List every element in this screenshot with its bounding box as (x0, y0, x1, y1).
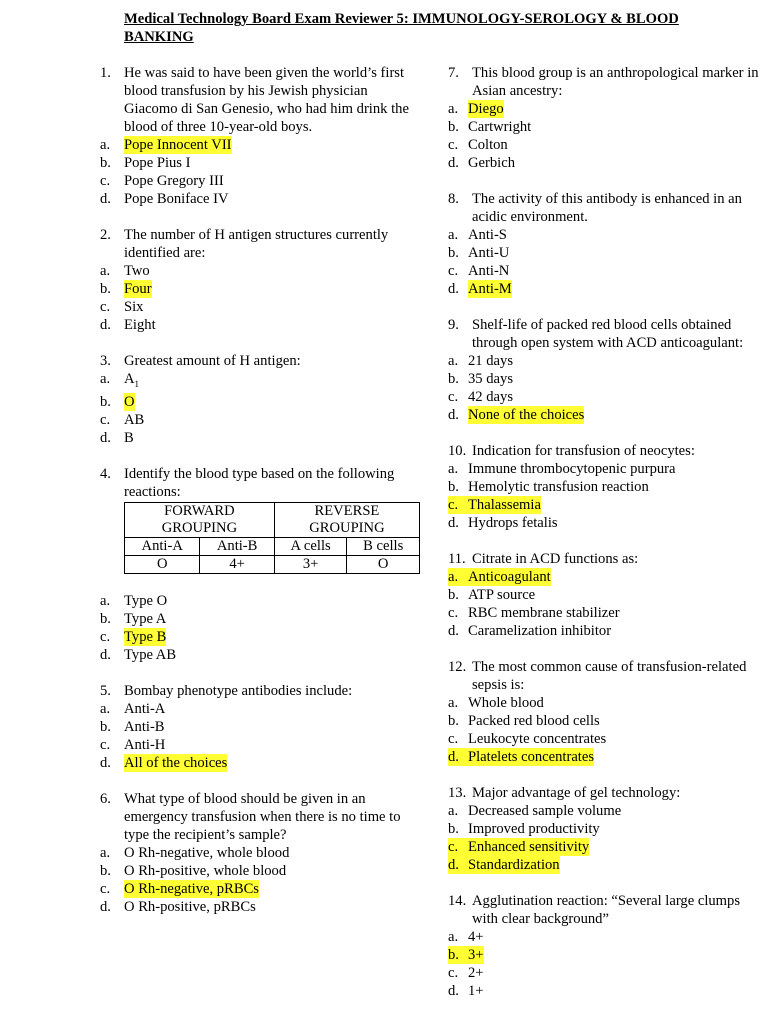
highlighted-answer: Four (124, 281, 152, 297)
question-text: What type of blood should be given in an emergency transfusion when there is no time to type the recipient’s sample? (124, 790, 401, 843)
question-number: 10. (448, 443, 467, 459)
answer-option (100, 411, 420, 429)
option-text: Anti-H (124, 736, 166, 753)
option-text: Pope Boniface IV (124, 191, 229, 207)
question-stem (100, 682, 420, 700)
option-text: Type AB (124, 646, 177, 663)
question-stem (100, 465, 420, 501)
option-text: Colton (468, 137, 508, 153)
option-letter: d. (448, 748, 468, 766)
option-letter: c. (448, 731, 459, 747)
option-text: Packed red blood cells (468, 713, 600, 729)
answer-option (448, 622, 760, 640)
highlighted-answer: None of the choices (468, 407, 585, 423)
answer-option (448, 928, 760, 946)
highlighted-answer: Thalassemia (468, 497, 541, 513)
option-letter: a. (448, 101, 459, 117)
option-text: Anti-N (468, 263, 510, 279)
answer-option (100, 736, 420, 754)
option-letter: b. (448, 821, 459, 837)
answer-option (448, 226, 760, 244)
question-number: 4. (100, 465, 111, 482)
option-letter: b. (100, 610, 111, 627)
option-letter: b. (100, 281, 111, 297)
question-stem (448, 892, 760, 928)
answer-option (448, 262, 760, 280)
question-number: 1. (100, 65, 111, 81)
answer-option (100, 429, 420, 447)
answer-option (448, 154, 760, 172)
option-letter: b. (100, 155, 111, 171)
option-letter: c. (100, 880, 111, 897)
option-letter: b. (100, 718, 111, 735)
option-letter: c. (448, 838, 468, 856)
option-letter: a. (100, 844, 111, 861)
option-text: 21 days (468, 353, 513, 369)
question-stem (100, 226, 420, 262)
question-stem (448, 442, 760, 460)
answer-option (448, 946, 760, 964)
answer-option (448, 568, 760, 586)
option-letter: d. (448, 983, 459, 999)
option-letter: a. (448, 227, 459, 243)
answer-option (448, 730, 760, 748)
answer-option (448, 514, 760, 532)
question-stem (448, 658, 760, 694)
highlighted-answer: Anti-M (468, 281, 512, 297)
answer-option (448, 244, 760, 262)
option-text: 35 days (468, 371, 513, 387)
option-text: ATP source (468, 587, 536, 603)
option-text: $A_1$ (124, 371, 140, 389)
table-header-cell: Anti-B (200, 537, 274, 555)
option-letter: a. (100, 371, 111, 387)
option-text: Eight (124, 317, 156, 333)
option-letter: a. (448, 353, 459, 369)
option-letter: a. (448, 568, 468, 586)
option-text: O Rh-positive, whole blood (124, 862, 287, 879)
option-text: 4+ (468, 929, 484, 945)
option-text: Pope Gregory III (124, 173, 224, 189)
question-5 (100, 682, 420, 772)
option-text: Immune thrombocytopenic purpura (468, 461, 676, 477)
option-text: Improved productivity (468, 821, 600, 837)
question-number: 9. (448, 317, 459, 333)
answer-option (100, 754, 420, 772)
option-letter: a. (448, 929, 459, 945)
answer-option (100, 393, 420, 411)
question-text: Agglutination reaction: “Several large clumps with clear background” (472, 893, 741, 927)
answer-option (100, 610, 420, 628)
answer-option (100, 844, 420, 862)
option-letter: b. (448, 479, 459, 495)
table-value-cell: 3+ (274, 555, 347, 573)
highlighted-answer: Diego (468, 101, 504, 117)
option-letter: c. (448, 605, 459, 621)
question-text: The most common cause of transfusion-related sepsis is: (472, 659, 747, 693)
option-letter: a. (100, 592, 111, 609)
question-number: 12. (448, 659, 467, 675)
question-stem (448, 64, 760, 100)
answer-option (448, 100, 760, 118)
highlighted-answer: O (124, 393, 135, 410)
answer-option (100, 190, 420, 208)
option-text: 42 days (468, 389, 513, 405)
answer-option (448, 604, 760, 622)
answer-option (448, 136, 760, 154)
option-letter: a. (448, 461, 459, 477)
question-number: 7. (448, 65, 459, 81)
answer-option (448, 370, 760, 388)
option-letter: c. (448, 263, 459, 279)
option-text: Anti-B (124, 718, 165, 735)
answer-option (100, 880, 420, 898)
question-2 (100, 226, 420, 334)
question-number: 3. (100, 353, 111, 369)
option-text: Hydrops fetalis (468, 515, 558, 531)
option-text: Pope Pius I (124, 155, 191, 171)
option-letter: c. (448, 965, 459, 981)
question-text: The activity of this antibody is enhanced in an acidic environment. (472, 191, 742, 225)
question-text: Greatest amount of H antigen: (124, 353, 301, 369)
answer-option (100, 136, 420, 154)
question-6 (100, 790, 420, 916)
option-letter: d. (448, 515, 459, 531)
forward-grouping-header: FORWARD GROUPING (125, 502, 275, 537)
question-number: 2. (100, 227, 111, 243)
option-letter: b. (448, 371, 459, 387)
grouping-table (124, 502, 420, 574)
answer-option (448, 802, 760, 820)
option-text: 1+ (468, 983, 484, 999)
question-text: The number of H antigen structures currently identified are: (124, 227, 389, 261)
table-value-cell: 4+ (200, 555, 274, 573)
option-text: Gerbich (468, 155, 516, 171)
highlighted-answer: Pope Innocent VII (124, 137, 232, 153)
question-14 (448, 892, 760, 1000)
answer-option (448, 982, 760, 1000)
answer-option (448, 280, 760, 298)
answer-option (100, 700, 420, 718)
question-number: 13. (448, 785, 467, 801)
option-letter: d. (100, 317, 111, 333)
question-stem (448, 190, 760, 226)
table-value-cell: O (347, 555, 420, 573)
answer-option (100, 154, 420, 172)
question-13 (448, 784, 760, 874)
question-8 (448, 190, 760, 298)
option-text: Six (124, 299, 144, 315)
option-letter: d. (448, 623, 459, 639)
answer-option (448, 820, 760, 838)
table-header-cell: A cells (274, 537, 347, 555)
question-11 (448, 550, 760, 640)
answer-option (100, 172, 420, 190)
answer-option (448, 406, 760, 424)
answer-option (448, 964, 760, 982)
answer-option (448, 586, 760, 604)
option-letter: d. (448, 856, 468, 874)
highlighted-answer: 3+ (468, 947, 484, 963)
question-text: This blood group is an anthropological marker in Asian ancestry: (472, 65, 759, 99)
answer-option (448, 496, 760, 514)
option-letter: a. (100, 137, 111, 153)
answer-option (448, 694, 760, 712)
option-letter: d. (448, 281, 459, 297)
option-text: Hemolytic transfusion reaction (468, 479, 649, 495)
option-letter: a. (100, 700, 111, 717)
question-stem (100, 790, 420, 844)
question-stem (448, 550, 760, 568)
question-text: He was said to have been given the world’s first blood transfusion by his Jewish physician Giacomo di San Genesio, who had him drink the blood of three 10-year-old boys. (124, 65, 409, 135)
question-9 (448, 316, 760, 424)
answer-option (100, 898, 420, 916)
question-3 (100, 352, 420, 447)
option-letter: c. (448, 137, 459, 153)
answer-option (448, 118, 760, 136)
option-letter: a. (448, 803, 459, 819)
highlighted-answer: Anticoagulant (468, 569, 551, 585)
option-text: Whole blood (468, 695, 544, 711)
option-letter: d. (100, 646, 111, 663)
question-text: Identify the blood type based on the following reactions: (124, 465, 395, 500)
option-letter: d. (448, 155, 459, 171)
option-letter: d. (100, 429, 111, 446)
option-text: AB (124, 411, 145, 428)
option-letter: b. (448, 946, 468, 964)
option-text: O Rh-negative, whole blood (124, 844, 290, 861)
option-letter: d. (100, 754, 111, 771)
option-letter: b. (100, 393, 111, 410)
option-text: O Rh-positive, pRBCs (124, 898, 256, 915)
highlighted-answer: All of the choices (124, 754, 228, 771)
option-text: Leukocyte concentrates (468, 731, 607, 747)
option-text: Anti-U (468, 245, 510, 261)
answer-option (448, 478, 760, 496)
option-letter: b. (100, 862, 111, 879)
answer-option (448, 838, 760, 856)
option-letter: c. (448, 496, 468, 514)
option-letter: c. (100, 299, 111, 315)
option-letter: b. (448, 245, 459, 261)
question-number: 6. (100, 790, 111, 807)
option-text: Anti-S (468, 227, 507, 243)
table-header-cell: B cells (347, 537, 420, 555)
question-1 (100, 64, 420, 208)
question-12 (448, 658, 760, 766)
option-letter: c. (100, 628, 111, 645)
answer-option (448, 856, 760, 874)
answer-option (100, 718, 420, 736)
question-7 (448, 64, 760, 172)
question-4 (100, 465, 420, 664)
option-letter: d. (100, 191, 111, 207)
option-letter: c. (100, 736, 111, 753)
answer-option (100, 862, 420, 880)
answer-option (448, 460, 760, 478)
answer-option (448, 712, 760, 730)
answer-option (448, 352, 760, 370)
question-text: Major advantage of gel technology: (472, 785, 681, 801)
document-title: Medical Technology Board Exam Reviewer 5: IMMUNOLOGY-SEROLOGY & BLOOD BANKING (124, 11, 679, 45)
question-text: Citrate in ACD functions as: (472, 551, 639, 567)
option-letter: b. (448, 587, 459, 603)
question-number: 8. (448, 191, 459, 207)
option-letter: b. (448, 713, 459, 729)
answer-option (100, 628, 420, 646)
option-letter: c. (100, 411, 111, 428)
option-text: Caramelization inhibitor (468, 623, 612, 639)
question-text: Shelf-life of packed red blood cells obtained through open system with ACD anticoagulant: (472, 317, 744, 351)
option-letter: c. (100, 173, 111, 189)
option-text: B (124, 429, 134, 446)
option-letter: d. (448, 407, 459, 423)
option-text: Type O (124, 592, 168, 609)
question-stem (448, 784, 760, 802)
answer-option (100, 262, 420, 280)
answer-option (100, 280, 420, 298)
table-value-cell: O (125, 555, 200, 573)
answer-option (100, 592, 420, 610)
question-text: Indication for transfusion of neocytes: (472, 443, 695, 459)
answer-option (100, 298, 420, 316)
option-text: Type A (124, 610, 167, 627)
answer-option (100, 316, 420, 334)
option-letter: b. (448, 119, 459, 135)
answer-option (100, 370, 420, 393)
question-stem (448, 316, 760, 352)
option-text: RBC membrane stabilizer (468, 605, 620, 621)
question-number: 5. (100, 682, 111, 699)
option-letter: a. (448, 695, 459, 711)
question-stem (100, 352, 420, 370)
question-text: Bombay phenotype antibodies include: (124, 682, 353, 699)
answer-option (100, 646, 420, 664)
left-column (100, 64, 420, 934)
answer-option (448, 748, 760, 766)
answer-option (448, 388, 760, 406)
question-number: 11. (448, 551, 466, 567)
option-letter: a. (100, 263, 111, 279)
option-letter: c. (448, 389, 459, 405)
table-header-cell: Anti-A (125, 537, 200, 555)
option-text: Cartwright (468, 119, 532, 135)
highlighted-answer: Enhanced sensitivity (468, 839, 590, 855)
reverse-grouping-header: REVERSE GROUPING (274, 502, 419, 537)
right-column (448, 64, 760, 1018)
highlighted-answer: Platelets concentrates (468, 749, 595, 765)
question-number: 14. (448, 893, 467, 909)
option-text: Anti-A (124, 700, 166, 717)
option-text: Decreased sample volume (468, 803, 622, 819)
question-stem (100, 64, 420, 136)
question-10 (448, 442, 760, 532)
option-text: 2+ (468, 965, 484, 981)
option-letter: d. (100, 898, 111, 915)
option-text: Two (124, 263, 150, 279)
highlighted-answer: Standardization (468, 857, 560, 873)
highlighted-answer: O Rh-negative, pRBCs (124, 880, 259, 897)
highlighted-answer: Type B (124, 628, 167, 645)
